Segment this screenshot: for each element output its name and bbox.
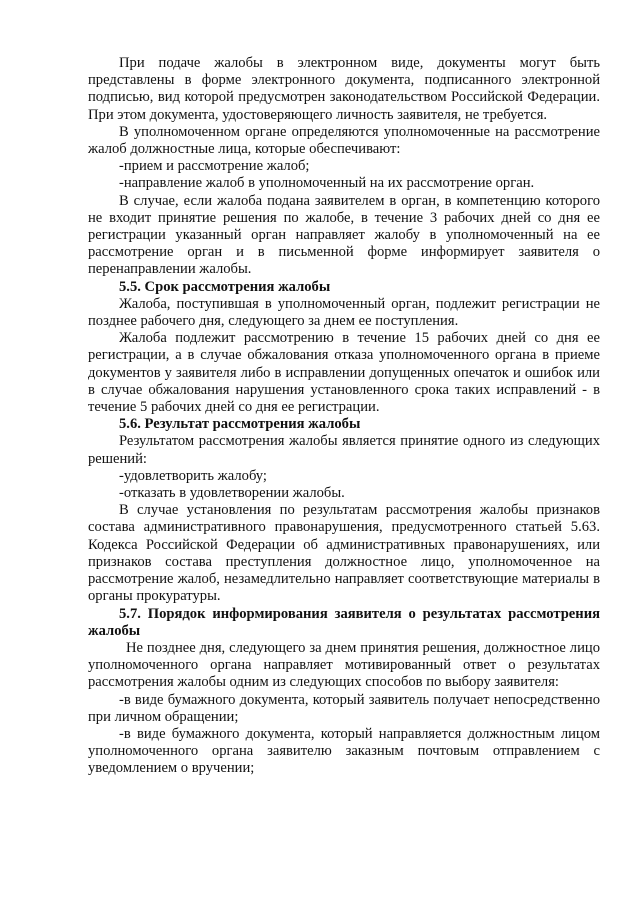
paragraph-review-period: Жалоба подлежит рассмотрению в течение 15 рабочих дней со дня ее регистрации, а в случае обжалования отказа уполномоченного органа в приеме документов у заявителя либо в исправлении допущенных опечаток и ошибок или в случае обжалования нарушения установленного срока таких исправлений - в течение 5 рабочих дней со дня ее регистрации. bbox=[88, 330, 600, 416]
section-heading-5-7: 5.7. Порядок информирования заявителя о результатах рассмотрения жалобы bbox=[88, 605, 600, 639]
section-heading-5-6: 5.6. Результат рассмотрения жалобы bbox=[119, 416, 361, 433]
list-item-satisfy-complaint: -удовлетворить жалобу; bbox=[119, 467, 267, 484]
list-item-paper-in-person: -в виде бумажного документа, который заявитель получает непосредственно при личном обращении; bbox=[88, 691, 600, 725]
paragraph-authorized-officials: В уполномоченном органе определяются уполномоченные на рассмотрение жалоб должностные лица, которые обеспечивают: bbox=[88, 123, 600, 158]
paragraph-registration-deadline: Жалоба, поступившая в уполномоченный орган, подлежит регистрации не позднее рабочего дня, следующего за днем ее поступления. bbox=[88, 295, 600, 330]
paragraph-electronic-submission: При подаче жалобы в электронном виде, документы могут быть представлены в форме электронного документа, подписанного электронной подписью, вид которой предусмотрен законодательством Российской Федерации. При этом документа, удостоверяющего личность заявителя, не требуется. bbox=[88, 55, 600, 123]
section-heading-5-5: 5.5. Срок рассмотрения жалобы bbox=[119, 278, 331, 295]
document-body bbox=[88, 55, 600, 778]
list-item-paper-by-mail: -в виде бумажного документа, который направляется должностным лицом уполномоченного органа заявителю заказным почтовым отправлением с уведомлением о вручении; bbox=[88, 725, 600, 777]
list-item-reject-complaint: -отказать в удовлетворении жалобы. bbox=[119, 485, 345, 502]
paragraph-prosecutor-referral: В случае установления по результатам рассмотрения жалобы признаков состава административного правонарушения, предусмотренного статьей 5.63. Кодекса Российской Федерации об административных правонарушениях, или признаков состава преступления должностное лицо, уполномоченное на рассмотрение жалоб, незамедлительно направляет соответствующие материалы в органы прокуратуры. bbox=[88, 502, 600, 605]
list-item-receive-complaints: -прием и рассмотрение жалоб; bbox=[119, 158, 310, 175]
paragraph-redirect-complaint: В случае, если жалоба подана заявителем в орган, в компетенцию которого не входит принятие решения по жалобе, в течение 3 рабочих дней со дня ее регистрации указанный орган направляет жалобу в уполномоченный на ее рассмотрение орган и в письменной форме информирует заявителя о перенаправлении жалобы. bbox=[88, 192, 600, 278]
list-item-forward-complaints: -направление жалоб в уполномоченный на их рассмотрение орган. bbox=[119, 175, 535, 192]
paragraph-review-result: Результатом рассмотрения жалобы является принятие одного из следующих решений: bbox=[88, 433, 600, 467]
paragraph-response-deadline: Не позднее дня, следующего за днем принятия решения, должностное лицо уполномоченного органа направляет мотивированный ответ о результатах рассмотрения жалобы одним из следующих способов по выбору заявителя: bbox=[88, 639, 600, 691]
